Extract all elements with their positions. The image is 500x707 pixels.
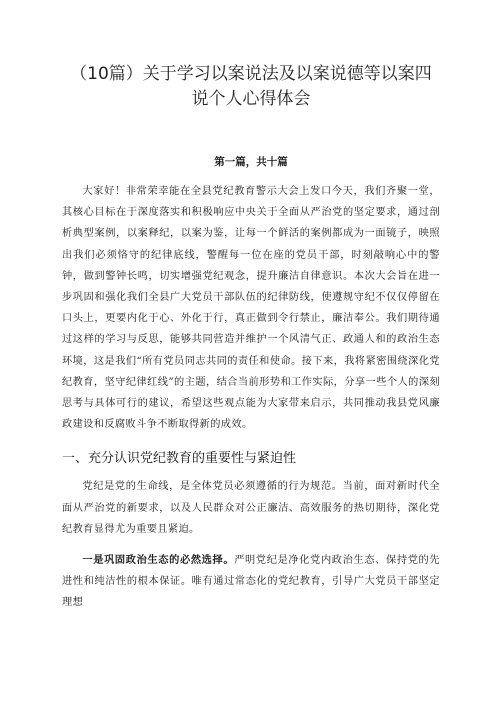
document-subtitle: 第一篇，共十篇 bbox=[214, 156, 288, 168]
section-heading: 一、充分认识党纪教育的重要性与紧迫性 bbox=[62, 451, 297, 467]
section-paragraph: 党纪是党的生命线，是全体党员必须遵循的行为规范。当前，面对新时代全面从严治党的新要求，以及人民群众对公正廉洁、高效服务的热切期待，深化党纪教育显得尤为重要且紧迫。 bbox=[62, 481, 440, 535]
point-text: 严明党纪是净化党内政治生态、保持党的先进性和纯洁性的根本保证。唯有通过常态化的党纪教育，引导广大党员干部坚定理想 bbox=[62, 555, 440, 609]
point-lead: 一是巩固政治生态的必然选择。 bbox=[82, 554, 235, 567]
intro-paragraph: 大家好！非常荣幸能在全县党纪教育警示大会上发口今天，我们齐聚一堂，其核心目标在于深度落实和积极响应中央关于全面从严治党的坚定要求，通过剖析典型案例，以案释纪，以案为鉴，让每一个鲜活的案例都成为一面镜子，映照出我们必须恪守的纪律底线，警醒每一位在座的党员干部，时刻敲响心中的警钟，做到警钟长鸣，切实增强党纪观念，提升廉洁自律意识。本次大会旨在进一步巩固和强化我们全县广大党员干部队伍的纪律防线，使遵规守纪不仅仅停留在口头上，更要内化于心、外化于行，真正做到令行禁止，廉洁奉公。我们期待通过这样的学习与反思，能够共同营造并维护一个风清气正、政通人和的政治生态环境，这是我们“所有党员同志共同的责任和使命。接下来，我将紧密围绕深化党纪教育，坚守纪律红线”的主题，结合当前形势和工作实际，分享一些个人的深刻思考与具体可行的建议，希望这些观点能为大家带来启示，共同推动我县党风廉政建设和反腐败斗争不断取得新的成效。 bbox=[62, 186, 440, 431]
document-title: （10篇）关于学习以案说法及以案说德等以案四说个人心得体会 bbox=[70, 64, 432, 109]
point-paragraph bbox=[62, 550, 440, 614]
